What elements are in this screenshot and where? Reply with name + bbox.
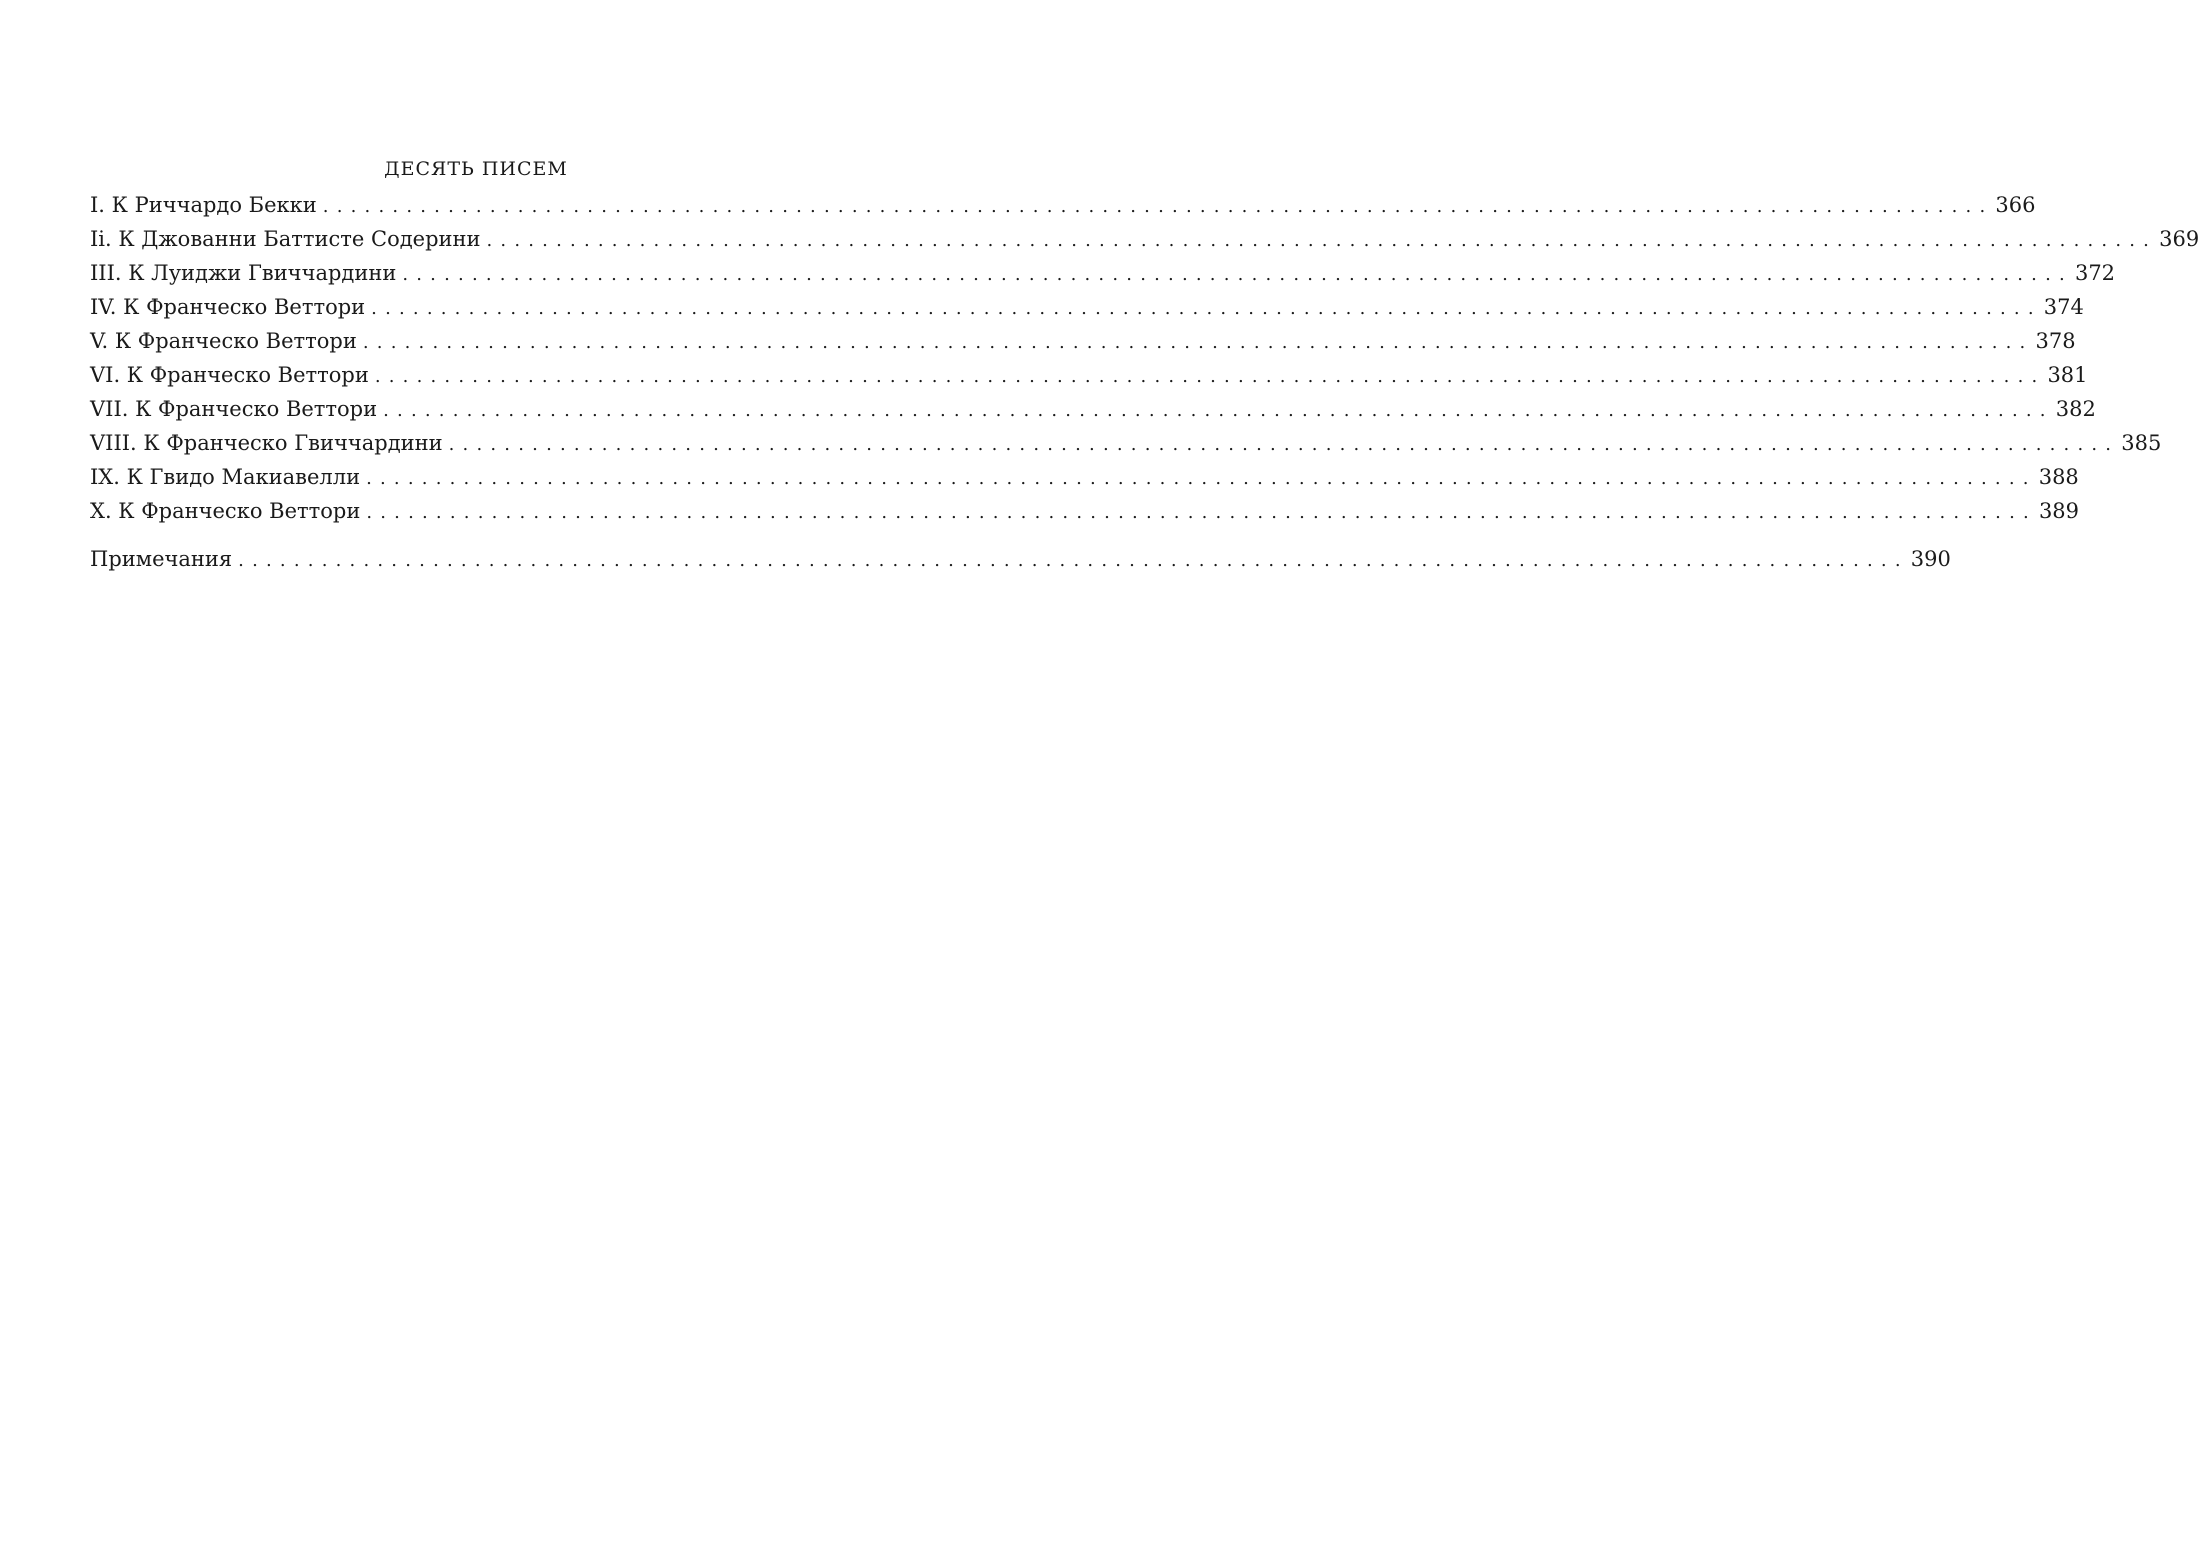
- toc-entry-page: 390: [1910, 547, 1951, 571]
- toc-entry-title: Ii. К Джованни Баттисте Содерини: [90, 227, 481, 251]
- toc-entry-page: 374: [2043, 295, 2084, 319]
- toc-entry: [90, 392, 2096, 426]
- toc-entry-title: IX. К Гвидо Макиавелли: [90, 465, 361, 489]
- toc-entry-page: 385: [2121, 431, 2162, 455]
- toc-entry: [90, 494, 2080, 528]
- toc-entry-title: IV. К Франческо Веттори: [90, 295, 366, 319]
- toc-entry-title: Примечания: [90, 547, 233, 571]
- dot-leader: ........................................................................................................................: [366, 468, 2037, 489]
- dot-leader: ........................................................................................................................: [383, 400, 2054, 421]
- toc-entry-title: V. К Франческо Веттори: [90, 329, 357, 353]
- toc-entry-title: VIII. К Франческо Гвиччардини: [90, 431, 443, 455]
- toc-entry-page: 366: [1995, 193, 2036, 217]
- toc-entry: [90, 222, 2199, 256]
- dot-leader: ........................................................................................................................: [322, 196, 1994, 217]
- dot-leader: ........................................................................................................................: [402, 264, 2073, 285]
- toc-entry-page: 382: [2055, 397, 2096, 421]
- dot-leader: ........................................................................................................................: [371, 298, 2042, 319]
- toc-entry: [90, 290, 2084, 324]
- toc-entry-page: 369: [2159, 227, 2199, 251]
- toc-entry-page: 378: [2035, 329, 2076, 353]
- dot-leader: ........................................................................................................................: [366, 502, 2037, 523]
- toc-entry: [90, 188, 2036, 222]
- toc-entry-notes: [90, 542, 1951, 576]
- dot-leader: ........................................................................................................................: [448, 434, 2120, 455]
- toc-entry-title: III. К Луиджи Гвиччардини: [90, 261, 397, 285]
- toc-entry-page: 388: [2038, 465, 2079, 489]
- toc-entry-title: VII. К Франческо Веттори: [90, 397, 378, 421]
- dot-leader: ........................................................................................................................: [486, 230, 2158, 251]
- toc-entry: [90, 324, 2076, 358]
- toc-entry-title: X. К Франческо Веттори: [90, 499, 361, 523]
- toc-entry-page: 372: [2074, 261, 2116, 285]
- toc-entry: [90, 358, 2088, 392]
- toc-entry: [90, 256, 2116, 290]
- toc-list: [90, 188, 2199, 576]
- toc-entry-page: 389: [2038, 499, 2080, 523]
- dot-leader: ........................................................................................................................: [374, 366, 2046, 387]
- toc-entry: [90, 460, 2079, 494]
- table-of-contents: [90, 152, 2199, 576]
- section-title: ДЕСЯТЬ ПИСЕМ: [384, 158, 568, 180]
- dot-leader: ........................................................................................................................: [238, 550, 1909, 571]
- toc-entry-title: I. К Риччардо Бекки: [90, 193, 317, 217]
- toc-entry: [90, 426, 2162, 460]
- toc-entry-page: 381: [2047, 363, 2088, 387]
- dot-leader: ........................................................................................................................: [362, 332, 2034, 353]
- toc-entry-title: VI. К Франческо Веттори: [90, 363, 369, 387]
